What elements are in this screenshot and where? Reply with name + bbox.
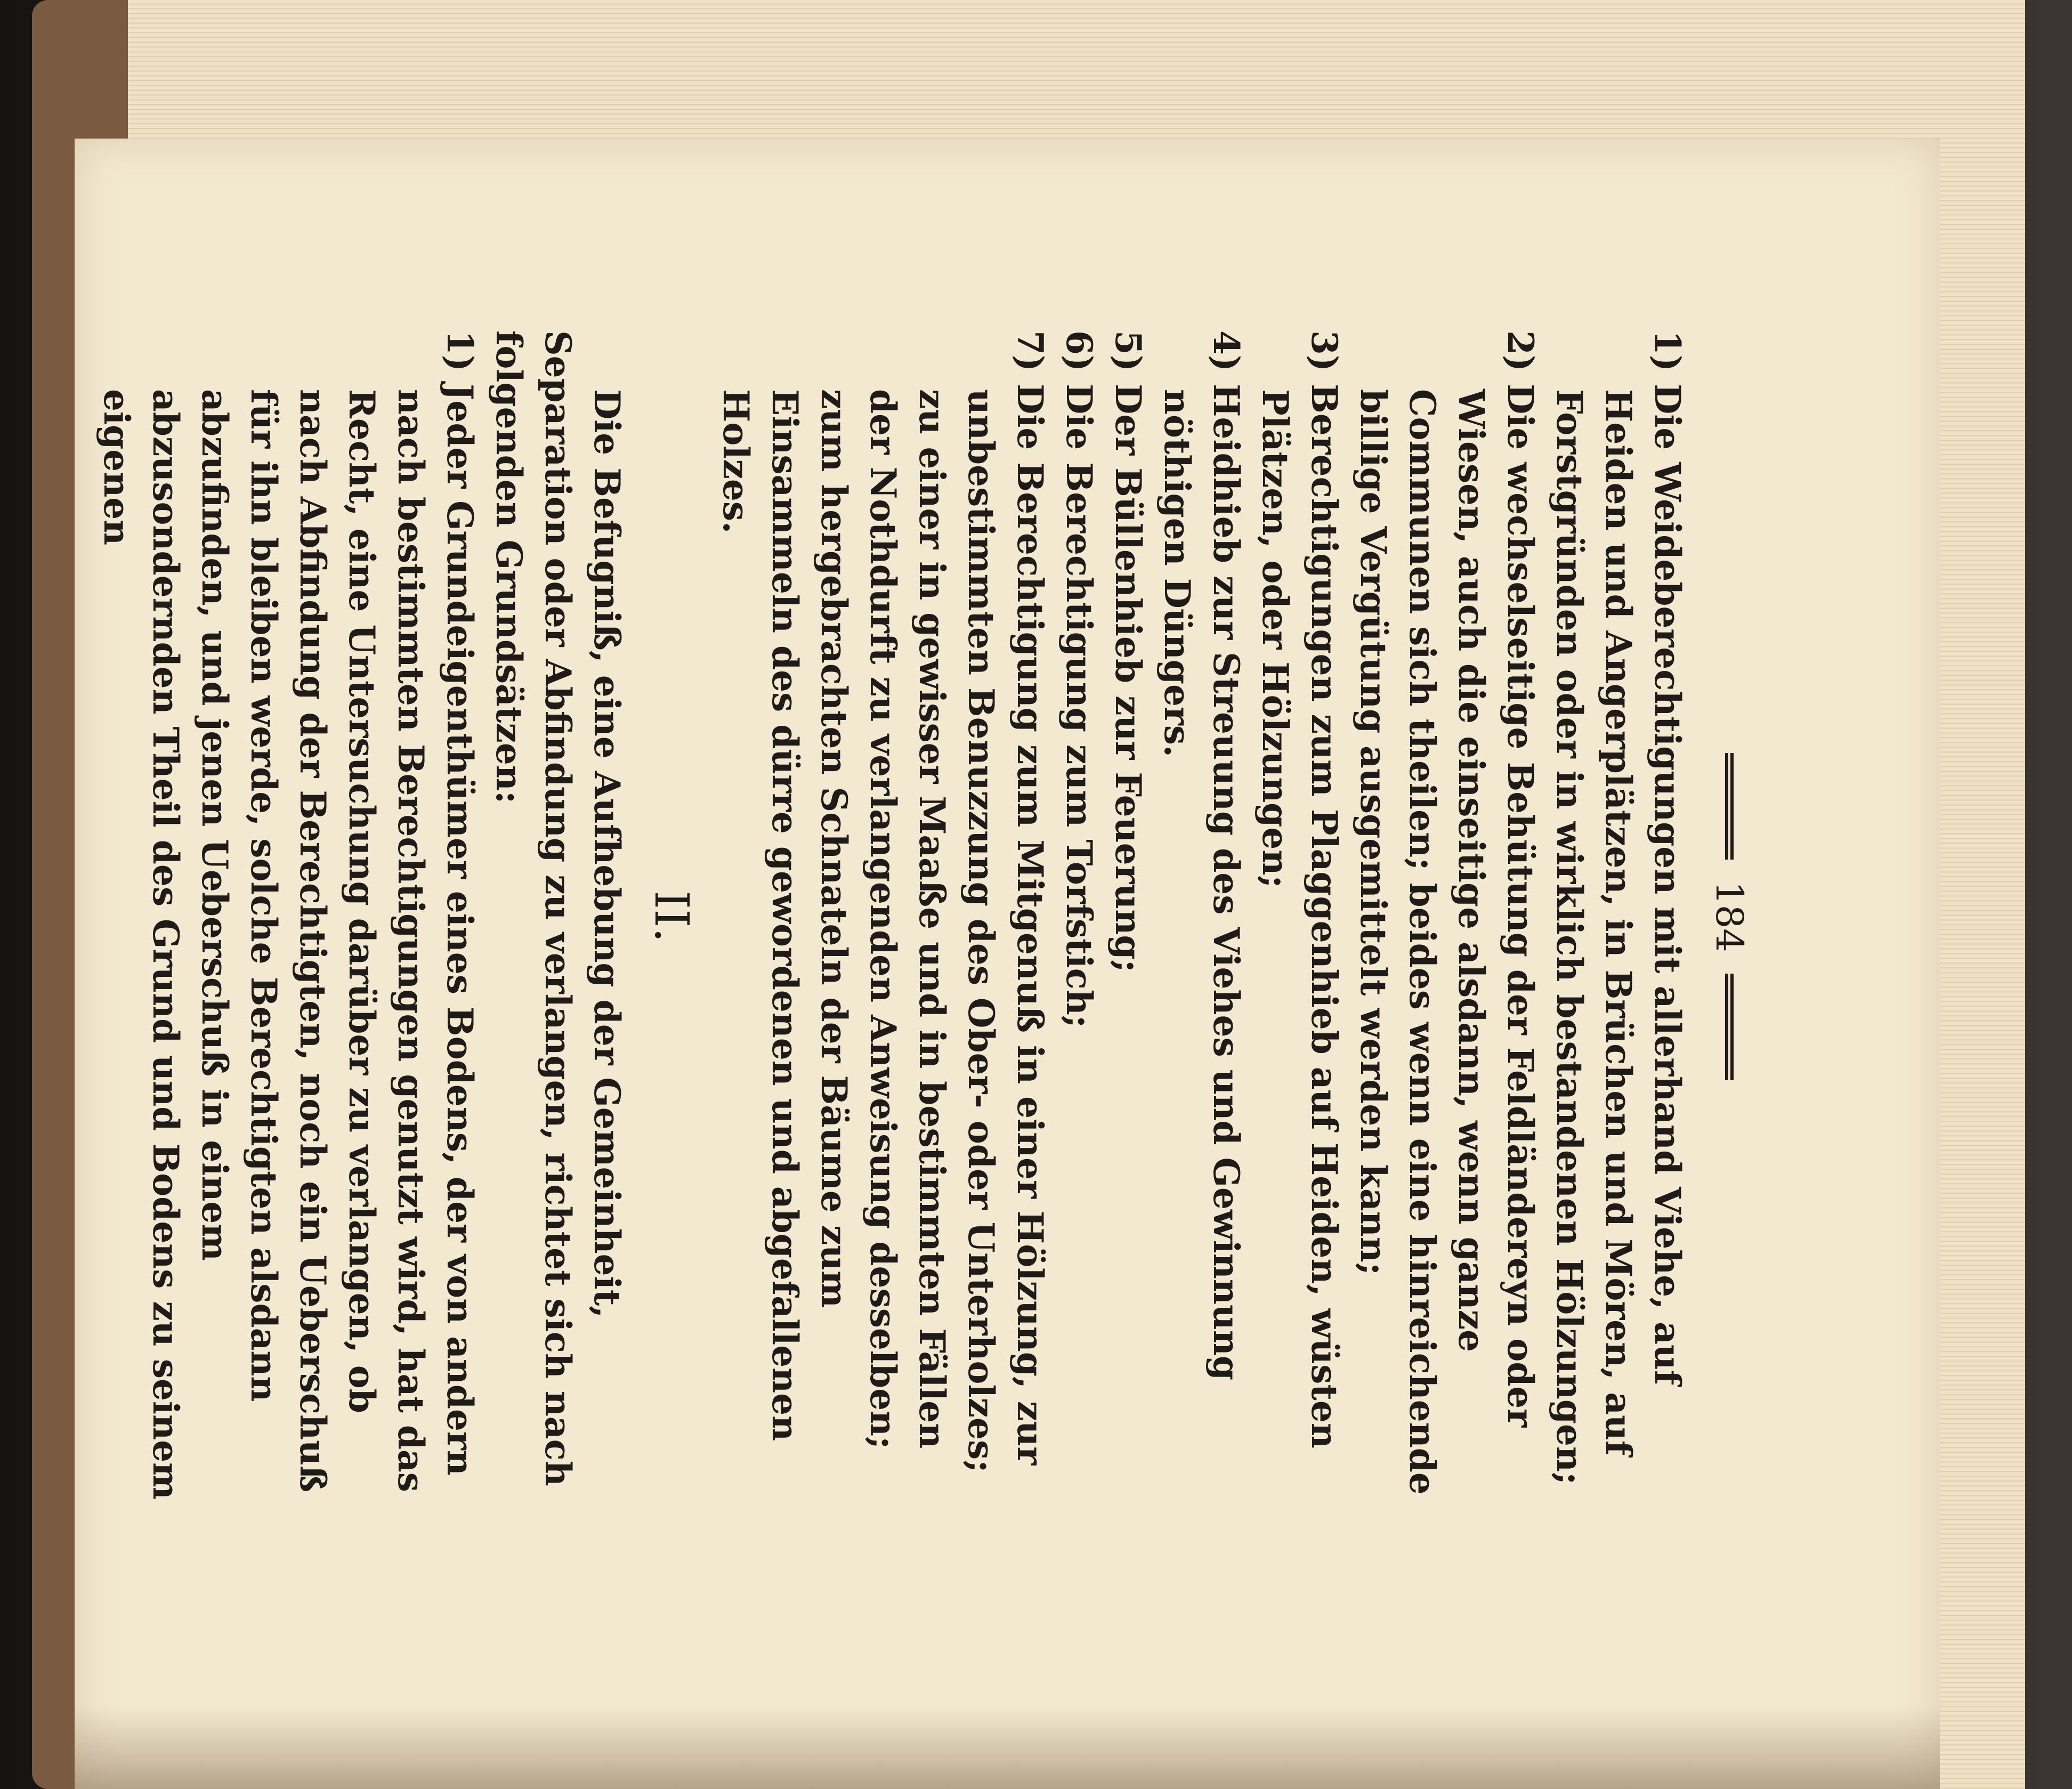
header-rule-left — [1725, 753, 1734, 860]
page-text-block — [96, 330, 1756, 1503]
header-rule-right — [1725, 974, 1734, 1080]
section-heading: II. — [644, 891, 699, 943]
list-item: 6) Die Berechtigung zum Torfstich; — [1058, 330, 1100, 1029]
list-item: 5) Der Büllenhieb zur Feuerung; — [1107, 330, 1149, 973]
list-item: 4) Heidhieb zur Streuung des Viehes und Gewinnung nöthigen Düngers. — [1156, 330, 1247, 1381]
spine-shadow — [75, 1705, 1940, 1789]
section-intro: Die Befugniß, eine Aufhebung der Gemeinheit, Separation oder Abfindung zu verlangen, richtet sich nach folgenden Grundsätzen: — [488, 330, 628, 1486]
list-item: 2) Die wechselseitige Behütung der Feldländereyn oder Wiesen, auch die einseitige alsdann, wenn ganze Communen sich theilen; beides wenn eine hinreichende billige Vergütung ausgemittelt werden kann; — [1353, 330, 1541, 1495]
list-item: 3) Berechtigungen zum Plaggenhieb auf Heiden, wüsten Plätzen, oder Hölzungen; — [1254, 330, 1345, 1448]
list-item: 1) Jeder Grundeigenthümer eines Bodens, der von andern nach bestimmten Berechtigungen genutzt wird, hat das Recht, eine Untersuchung darüber zu verlangen, ob nach Abfindung der Berechtigten, noch ein Ueberschuß für ihn bleiben werde, solche Berechtigten alsdann abzufinden, und jenen Ueberschuß in einem abzusondernden Theil des Grund und Bodens zu seinem eigenen — [96, 330, 481, 1500]
list-item: 1) Die Weideberechtigungen mit allerhand Viehe, auf Heiden und Angerplätzen, in Brüchen und Mören, auf Forstgründen oder in wirklich bestandenen Hölzungen; — [1549, 330, 1688, 1485]
list-item: 7) Die Berechtigung zum Mitgenuß in einer Hölzung, zur unbestimmten Benuzzung des Ober- oder Unterholzes; zu einer in gewisser Maaße und in bestimmten Fällen der Nothdurft zu verlangenden Anweisung desselben; zum hergebrachten Schnateln der Bäume zum Einsammeln des dürre gewordenen und abgefallenen Holzes. — [715, 330, 1051, 1473]
page-header — [1703, 330, 1756, 1503]
page-number: 184 — [1707, 881, 1751, 952]
